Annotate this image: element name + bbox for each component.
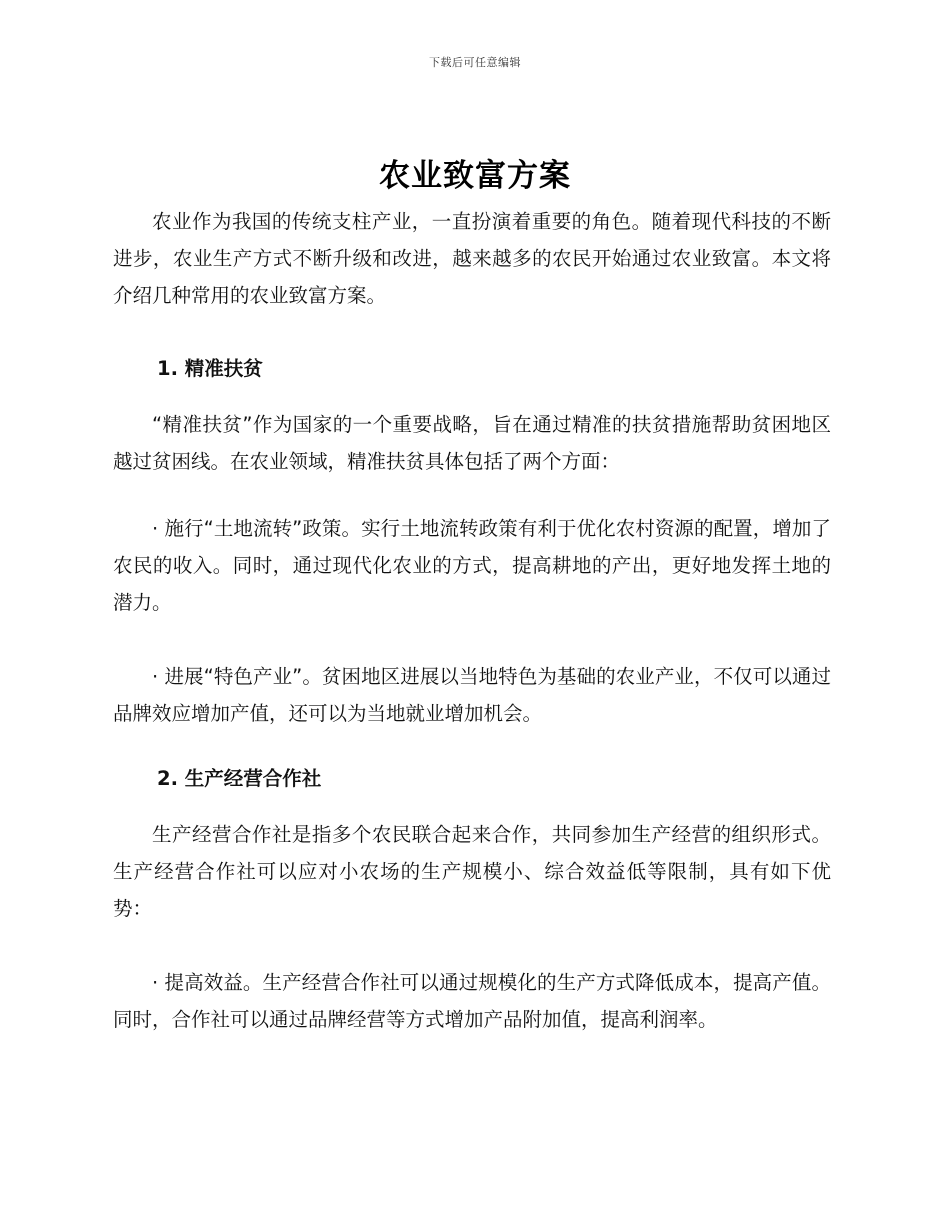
bullet-item: · 提高效益。生产经营合作社可以通过规模化的生产方式降低成本，提高产值。同时，合作社可以通过品牌经营等方式增加产品附加值，提高利润率。 — [113, 971, 831, 1031]
section-heading: 1. 精准扶贫 — [157, 357, 263, 380]
header-note: 下载后可任意编辑 — [429, 56, 521, 69]
intro-block — [113, 203, 831, 314]
section-1-bullet-2-block — [113, 658, 831, 732]
section-2-bullet-1-block — [113, 964, 831, 1038]
page-title: 农业致富方案 — [379, 158, 571, 194]
section-2-heading-block — [113, 760, 831, 797]
section-1-bullet-1-block — [113, 510, 831, 621]
section-heading: 2. 生产经营合作社 — [157, 767, 322, 790]
bullet-item: · 施行“土地流转”政策。实行土地流转政策有利于优化农村资源的配置，增加了农民的收入。同时，通过现代化农业的方式，提高耕地的产出，更好地发挥土地的潜力。 — [113, 517, 831, 614]
bullet-item: · 进展“特色产业”。贫困地区进展以当地特色为基础的农业产业，不仅可以通过品牌效应增加产值，还可以为当地就业增加机会。 — [113, 665, 831, 725]
intro-paragraph: 农业作为我国的传统支柱产业，一直扮演着重要的角色。随着现代科技的不断进步，农业生产方式不断升级和改进，越来越多的农民开始通过农业致富。本文将介绍几种常用的农业致富方案。 — [113, 210, 831, 307]
section-paragraph: 生产经营合作社是指多个农民联合起来合作，共同参加生产经营的组织形式。生产经营合作社可以应对小农场的生产规模小、综合效益低等限制，具有如下优势： — [113, 823, 831, 920]
section-paragraph: “精准扶贫”作为国家的一个重要战略，旨在通过精准的扶贫措施帮助贫困地区越过贫困线。在农业领域，精准扶贫具体包括了两个方面： — [113, 413, 831, 473]
section-1-paragraph-block — [113, 406, 831, 480]
section-2-paragraph-block — [113, 816, 831, 927]
section-1-heading-block — [113, 350, 831, 387]
